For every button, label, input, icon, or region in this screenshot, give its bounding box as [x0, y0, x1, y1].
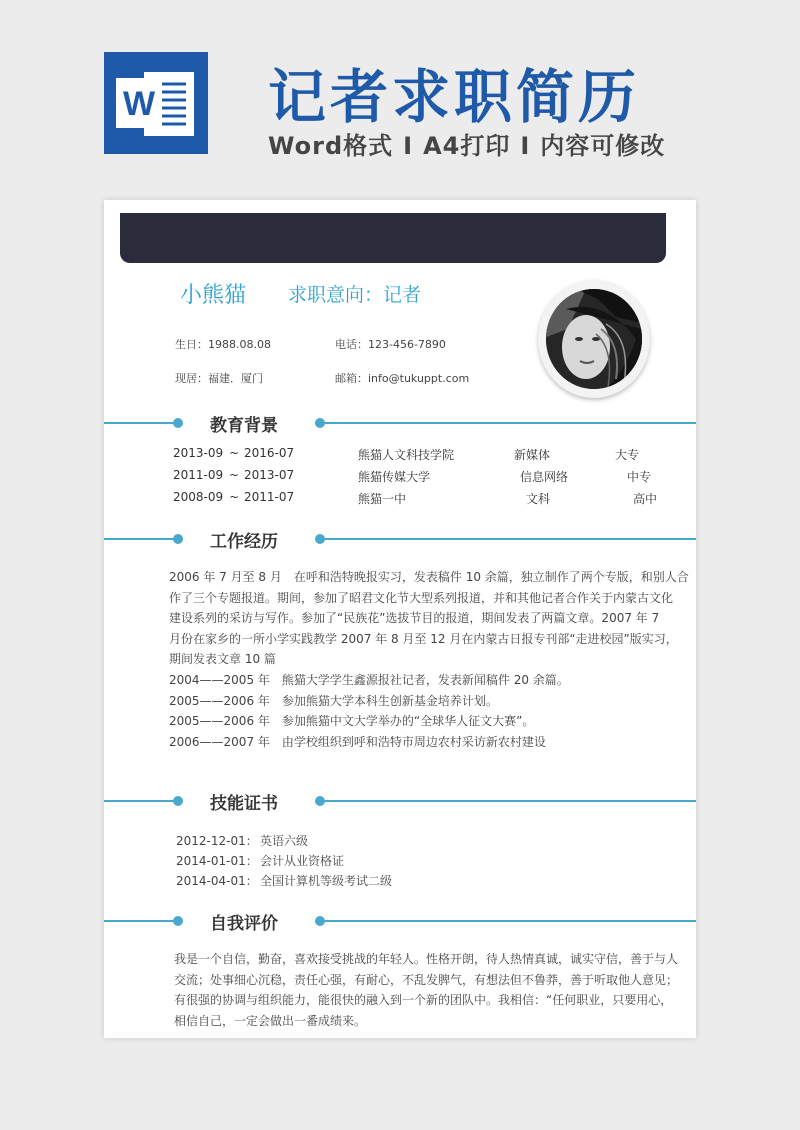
birth-date: 生日：1988.08.08 — [175, 338, 271, 351]
section-header-education — [104, 411, 696, 435]
section-header-work — [104, 527, 696, 551]
work-line: 2004——2005 年 熊猫大学学生鑫源报社记者，发表新闻稿件 20 余篇。 — [169, 672, 569, 687]
self-line: 我是一个自信，勤奋，喜欢接受挑战的年轻人。性格开朗，待人热情真诚，诚实守信，善于与人 — [174, 952, 679, 966]
work-line: 2005——2006 年 参加熊猫中文大学举办的“全球华人征文大赛”。 — [169, 714, 535, 729]
edu-school: 熊猫一中 — [358, 492, 407, 506]
word-logo-icon — [104, 52, 208, 154]
edu-end: 2016-07 — [244, 446, 295, 460]
section-title: 工作经历 — [210, 532, 278, 552]
cert-date: 2014-01-01： — [176, 854, 258, 868]
certificate-row — [176, 852, 344, 869]
edu-start: 2008-09 — [173, 490, 224, 504]
certificate-row — [176, 832, 308, 849]
edu-major: 文科 — [526, 492, 551, 506]
edu-end: 2013-07 — [244, 468, 295, 482]
edu-sep: ~ — [229, 446, 240, 460]
banner-title: 记者求职简历 — [268, 63, 641, 131]
self-line: 交流；处事细心沉稳，责任心强，有耐心，不乱发脾气，有想法但不鲁莽，善于听取他人意见； — [174, 972, 679, 987]
education-row — [104, 490, 696, 510]
banner-sub-separator: I — [403, 132, 414, 160]
section-header-skills — [104, 789, 696, 813]
section-divider — [104, 920, 176, 922]
profile-photo — [546, 289, 642, 389]
edu-start: 2013-09 — [173, 446, 224, 460]
cert-name: 英语六级 — [260, 834, 309, 848]
edu-major: 新媒体 — [514, 448, 551, 462]
section-header-self — [104, 909, 696, 933]
address: 现居：福建．厦门 — [175, 372, 263, 385]
cert-date: 2014-04-01： — [176, 874, 258, 888]
top-bar — [120, 213, 666, 263]
section-divider — [104, 422, 176, 424]
banner-sub-print: A4打印 — [423, 132, 511, 160]
section-divider — [322, 422, 696, 424]
work-line: 月份在家乡的一所小学实践教学 2007 年 8 月至 12 月在内蒙古日报专刊部“走进校园”版实习， — [169, 631, 678, 646]
certificate-row — [176, 872, 392, 889]
edu-sep: ~ — [229, 468, 240, 482]
section-title: 教育背景 — [210, 416, 278, 436]
edu-school: 熊猫人文科技学院 — [358, 448, 455, 462]
cert-name: 全国计算机等级考试二级 — [260, 874, 393, 888]
profile-photo-frame — [538, 280, 650, 398]
section-divider — [322, 800, 696, 802]
banner-subtitle — [268, 126, 665, 161]
work-line: 2005——2006 年 参加熊猫大学本科生创新基金培养计划。 — [169, 693, 498, 708]
word-logo-letter: W — [122, 85, 156, 123]
self-evaluation — [174, 949, 678, 1031]
work-line: 2006 年 7 月至 8 月 在呼和浩特晚报实习，发表稿件 10 余篇，独立制作了两个专版，和别人合 — [169, 570, 689, 584]
section-divider — [322, 538, 696, 540]
job-intent: 求职意向：记者 — [288, 284, 422, 306]
banner-sub-editable: 内容可修改 — [540, 132, 666, 160]
banner-sub-format: Word格式 — [268, 132, 394, 160]
cert-name: 会计从业资格证 — [260, 854, 345, 868]
section-dot — [173, 916, 183, 926]
section-divider — [104, 800, 176, 802]
edu-degree: 大专 — [615, 448, 640, 462]
phone: 电话：123-456-7890 — [335, 338, 446, 351]
edu-school: 熊猫传媒大学 — [358, 470, 431, 484]
section-title: 技能证书 — [210, 794, 278, 814]
work-line: 建设系列的采访与写作。参加了“民族花”选拔节目的报道，期间发表了两篇文章。2007 年 7 — [169, 611, 660, 626]
education-row — [104, 468, 696, 488]
candidate-name: 小熊猫 — [180, 283, 247, 308]
section-dot — [173, 796, 183, 806]
edu-degree: 高中 — [633, 492, 658, 506]
email: 邮箱：info@tukuppt.com — [335, 372, 470, 385]
work-line: 2006——2007 年 由学校组织到呼和浩特市周边农村采访新农村建设 — [169, 734, 546, 749]
work-line: 作了三个专题报道。期间，参加了昭君文化节大型系列报道，并和其他记者合作关于内蒙古文化 — [169, 590, 674, 605]
section-divider — [322, 920, 696, 922]
edu-degree: 中专 — [627, 470, 652, 484]
edu-end: 2011-07 — [244, 490, 295, 504]
edu-sep: ~ — [229, 490, 240, 504]
resume-page — [104, 200, 696, 1038]
edu-start: 2011-09 — [173, 468, 224, 482]
self-line: 有很强的协调与组织能力，能很快的融入到一个新的团队中。我相信：“任何职业，只要用心， — [174, 993, 673, 1008]
section-dot — [173, 418, 183, 428]
cert-date: 2012-12-01： — [176, 834, 258, 848]
work-line: 期间发表文章 10 篇 — [169, 652, 276, 667]
section-divider — [104, 538, 176, 540]
section-title: 自我评价 — [210, 914, 278, 934]
banner-sub-separator: I — [520, 132, 531, 160]
section-dot — [173, 534, 183, 544]
self-line: 相信自己，一定会做出一番成绩来。 — [174, 1013, 367, 1028]
work-experience — [169, 567, 689, 752]
edu-major: 信息网络 — [520, 470, 569, 484]
education-row — [104, 446, 696, 466]
